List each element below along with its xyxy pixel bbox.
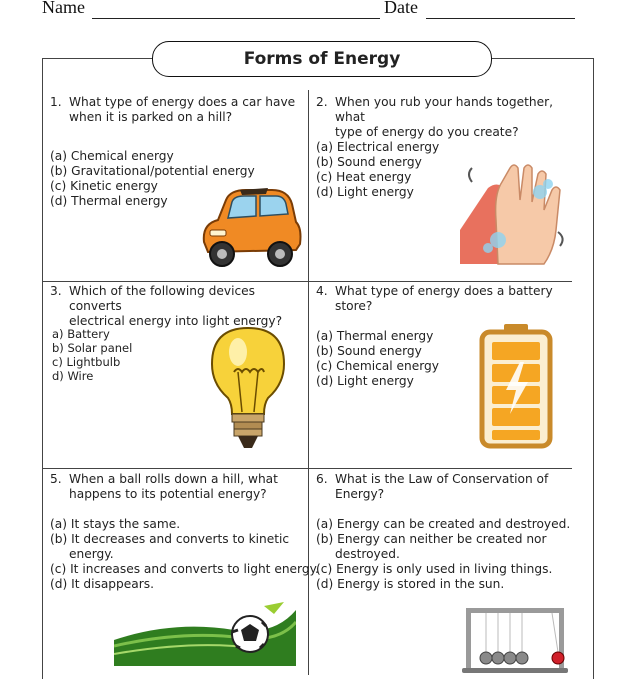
option[interactable]: (a) Electrical energy [316,140,440,154]
question-number: 2. [316,95,328,109]
option[interactable]: (d) Thermal energy [50,194,168,208]
option-continued: destroyed. [335,547,400,561]
question-4-options [316,329,439,389]
option[interactable]: (c) Energy is only used in living things. [316,562,553,576]
question-number: 5. [50,472,62,486]
option[interactable]: (d) Light energy [316,374,414,388]
option[interactable]: b) Solar panel [52,341,133,355]
row-divider [42,281,572,282]
question-text: Which of the following devices converts electrical energy into light energy? [69,284,283,328]
option[interactable]: a) Battery [52,327,110,341]
question-number: 1. [50,95,62,109]
worksheet-header [0,0,625,24]
date-field[interactable] [426,18,575,19]
question-text: What is the Law of Conservation of Energy? [335,472,549,501]
option[interactable]: (d) Energy is stored in the sun. [316,577,505,591]
option[interactable]: (b) It decreases and converts to kinetic [50,532,290,546]
option[interactable]: (b) Sound energy [316,155,422,169]
option[interactable]: (d) Light energy [316,185,414,199]
option[interactable]: (a) Thermal energy [316,329,434,343]
option[interactable]: c) Lightbulb [52,355,121,369]
option[interactable]: (c) Heat energy [316,170,412,184]
name-field[interactable] [92,18,380,19]
question-text: What type of energy does a car have when it is parked on a hill? [69,95,296,124]
name-label: Name [42,0,85,17]
option[interactable]: (a) Energy can be created and destroyed. [316,517,571,531]
question-2-options [316,140,439,200]
option[interactable]: (c) Kinetic energy [50,179,158,193]
row-divider [42,468,572,469]
option[interactable]: (b) Energy can neither be created nor [316,532,547,546]
question-5-options [50,517,319,592]
option[interactable]: (b) Sound energy [316,344,422,358]
battery-icon [478,322,554,450]
option[interactable]: (a) It stays the same. [50,517,181,531]
question-3-options [52,327,132,383]
option[interactable]: (b) Gravitational/potential energy [50,164,255,178]
question-text: What type of energy does a battery store? [335,284,553,313]
option[interactable]: (c) Chemical energy [316,359,439,373]
option[interactable]: (c) It increases and converts to light energy. [50,562,319,576]
car-icon [196,184,304,272]
worksheet-title: Forms of Energy [152,41,492,77]
option[interactable]: (d) It disappears. [50,577,154,591]
question-number: 4. [316,284,328,298]
rubbing-hands-icon [458,160,568,268]
question-text: When a ball rolls down a hill, what happens to its potential energy? [69,472,278,501]
newtons-cradle-icon [460,604,570,674]
lightbulb-icon [208,324,288,454]
question-number: 3. [50,284,62,298]
option[interactable]: (a) Chemical energy [50,149,174,163]
question-6-options [316,517,570,592]
option[interactable]: d) Wire [52,369,94,383]
option-continued: energy. [69,547,114,561]
question-text: When you rub your hands together, what type of energy do you create? [335,95,553,139]
soccer-ball-icon [114,600,296,666]
question-number: 6. [316,472,328,486]
date-label: Date [384,0,418,17]
